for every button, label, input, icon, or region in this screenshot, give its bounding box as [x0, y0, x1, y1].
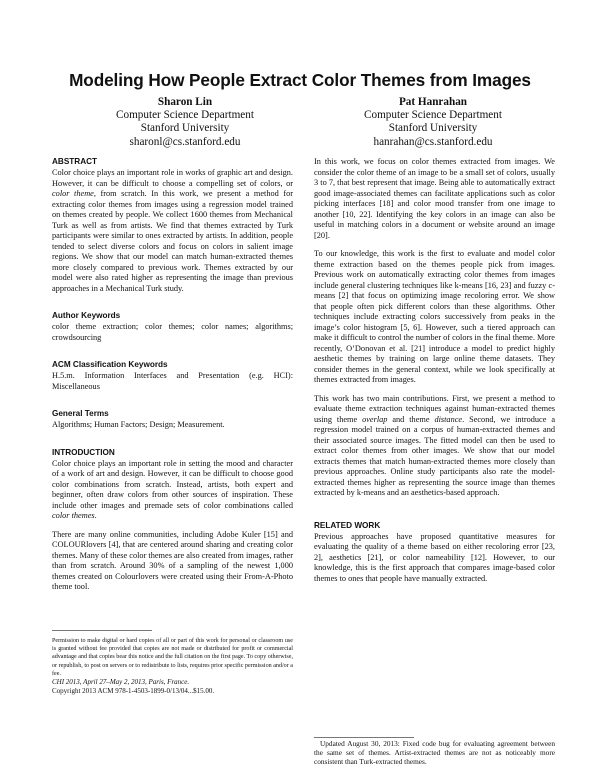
author-university: Stanford University [140, 122, 230, 135]
emphasis: color themes [52, 511, 95, 520]
intro-paragraph-1: Color choice plays an important role in setting the mood and character of a work of art and design. However, it can be difficult to choose good color combinations from scratch. Instead, artists, both expert and beginner, often draw colors from other sources of inspiration. These include other images and premade sets of color combinations called color themes. [52, 458, 293, 520]
left-column [52, 157, 293, 601]
right-column [314, 157, 555, 592]
intro-paragraph-2: There are many online communities, including Adobe Kuler [15] and COLOURlovers [4], that are centered around sharing and creating color themes. Many of these color themes are also created from images, rather than from scratch. Around 30% of a sampling of the newest 1,000 themes created on Colourlovers were created using their From-A-Photo theme tool. [52, 529, 293, 591]
conference-line: CHI 2013, April 27–May 2, 2013, Paris, France. [52, 678, 190, 687]
author-name: Pat Hanrahan [398, 96, 468, 108]
intro-heading: INTRODUCTION [52, 447, 115, 457]
abstract-text: Color choice plays an important role in works of graphic art and design. However, it can be difficult to choose a compelling set of colors, or color theme, from scratch. In this work, we present a method for extracting color themes from images using a regression model trained on themes created by people. We collect 1600 themes from Mechanical Turk as well as from artists. We find that themes extracted by Turk participants were similar to ones extracted by artists. In addition, people tended to select diverse colors and focus on colors in salient image regions. We show that our model can match human-extracted themes more closely compared to previous work. Themes extracted by our model were also rated higher as representing the image than previous approaches in a Mechanical Turk study. [52, 168, 293, 293]
acm-text: H.5.m. Information Interfaces and Presentation (e.g. HCI): Miscellaneous [52, 371, 293, 391]
acm-heading: ACM Classification Keywords [52, 360, 168, 369]
keywords-heading: Author Keywords [52, 311, 121, 320]
author-2 [318, 96, 548, 149]
body-paragraph-2: To our knowledge, this work is the first to evaluate and model color theme extraction based on the themes people pick from images. Previous work on automatically extracting color themes from images include general clustering techniques like k-means [16, 23] and fuzzy c-means [2] that focus on optimizing image recoloring error. We show that people often pick different colors than these algorithms. Other techniques include extracting colors successively from peaks in the image’s color histogram [5, 6]. However, such a tiered approach can make it difficult to control the number of colors in the final theme. More recently, O’Donovan et al. [21] introduce a model to predict highly aesthetic themes by training on large online theme datasets. They consider themes in the general context, while we look specifically at themes extracted from images. [314, 249, 555, 384]
update-note: Updated August 30, 2013: Fixed code bug for evaluating agreement between the same set of themes. Artist-extracted themes are not as noticeably more consistent than Turk-extracted themes. [314, 739, 555, 766]
terms-heading: General Terms [52, 409, 109, 418]
body-paragraph-3: This work has two main contributions. First, we present a method to evaluate theme extraction techniques against human-extracted themes using theme overlap and theme distance. Second, we introduce a regression model trained on a corpus of human-extracted themes and their associated source images. The fitted model can then be used to extract color themes from other images. We show that our model extracts themes that match human-extracted themes more closely than previous approaches. Online study participants also rate the model-extracted themes higher as representing the source image than themes extracted by k-means and an aesthetics-based approach. [314, 393, 556, 497]
update-note-rule [314, 737, 414, 738]
terms-text: Algorithms; Human Factors; Design; Measurement. [52, 420, 225, 429]
permission-notice [52, 637, 293, 696]
keywords-text: color theme extraction; color themes; color names; algorithms; crowdsourcing [52, 322, 293, 342]
author-department: Computer Science Department [116, 109, 254, 122]
copyright-line: Copyright 2013 ACM 978-1-4503-1899-0/13/04...$15.00. [52, 687, 215, 696]
author-1 [70, 96, 300, 149]
abstract-heading: ABSTRACT [52, 157, 98, 166]
author-name: Sharon Lin [157, 96, 213, 108]
author-email: sharonl@cs.stanford.edu [129, 135, 241, 148]
author-university: Stanford University [388, 122, 478, 135]
author-email: hanrahan@cs.stanford.edu [373, 135, 493, 148]
emphasis: overlap [362, 414, 388, 424]
permission-text: Permission to make digital or hard copies of all or part of this work for personal or classroom use is granted without fee provided that copies are not made or distributed for profit or commercial advantage and that copies bear this notice and the full citation on the first page. To copy otherwise, or republish, to post on servers or to redistribute to lists, requires prior specific permission and/or a fee. [52, 638, 293, 677]
emphasis: distance [434, 414, 463, 424]
emphasis: color theme [52, 189, 94, 198]
paper-title: Modeling How People Extract Color Themes from Images [69, 70, 531, 90]
author-department: Computer Science Department [364, 109, 502, 122]
body-paragraph-1: In this work, we focus on color themes extracted from images. We consider the color theme of an image to be a small set of colors, usually 3 to 7, that best represent that image. Being able to automatically extract good image-associated themes can facilitate applications such as color picking interfaces [18] and color mood transfer from one image to another [10, 22]. Identifying the key colors in an image can also be useful in matching colors in a document or website around an image [20]. [314, 157, 555, 240]
related-work-text: Previous approaches have proposed quantitative measures for evaluating the quality of a theme based on either recoloring error [23, 2], aesthetics [21], or color nameability [12]. However, to our knowledge, this is the first approach that compares image-based color themes to ones that people have manually extracted. [314, 531, 555, 583]
related-work-heading: RELATED WORK [314, 520, 381, 530]
footnote-rule [52, 630, 152, 631]
